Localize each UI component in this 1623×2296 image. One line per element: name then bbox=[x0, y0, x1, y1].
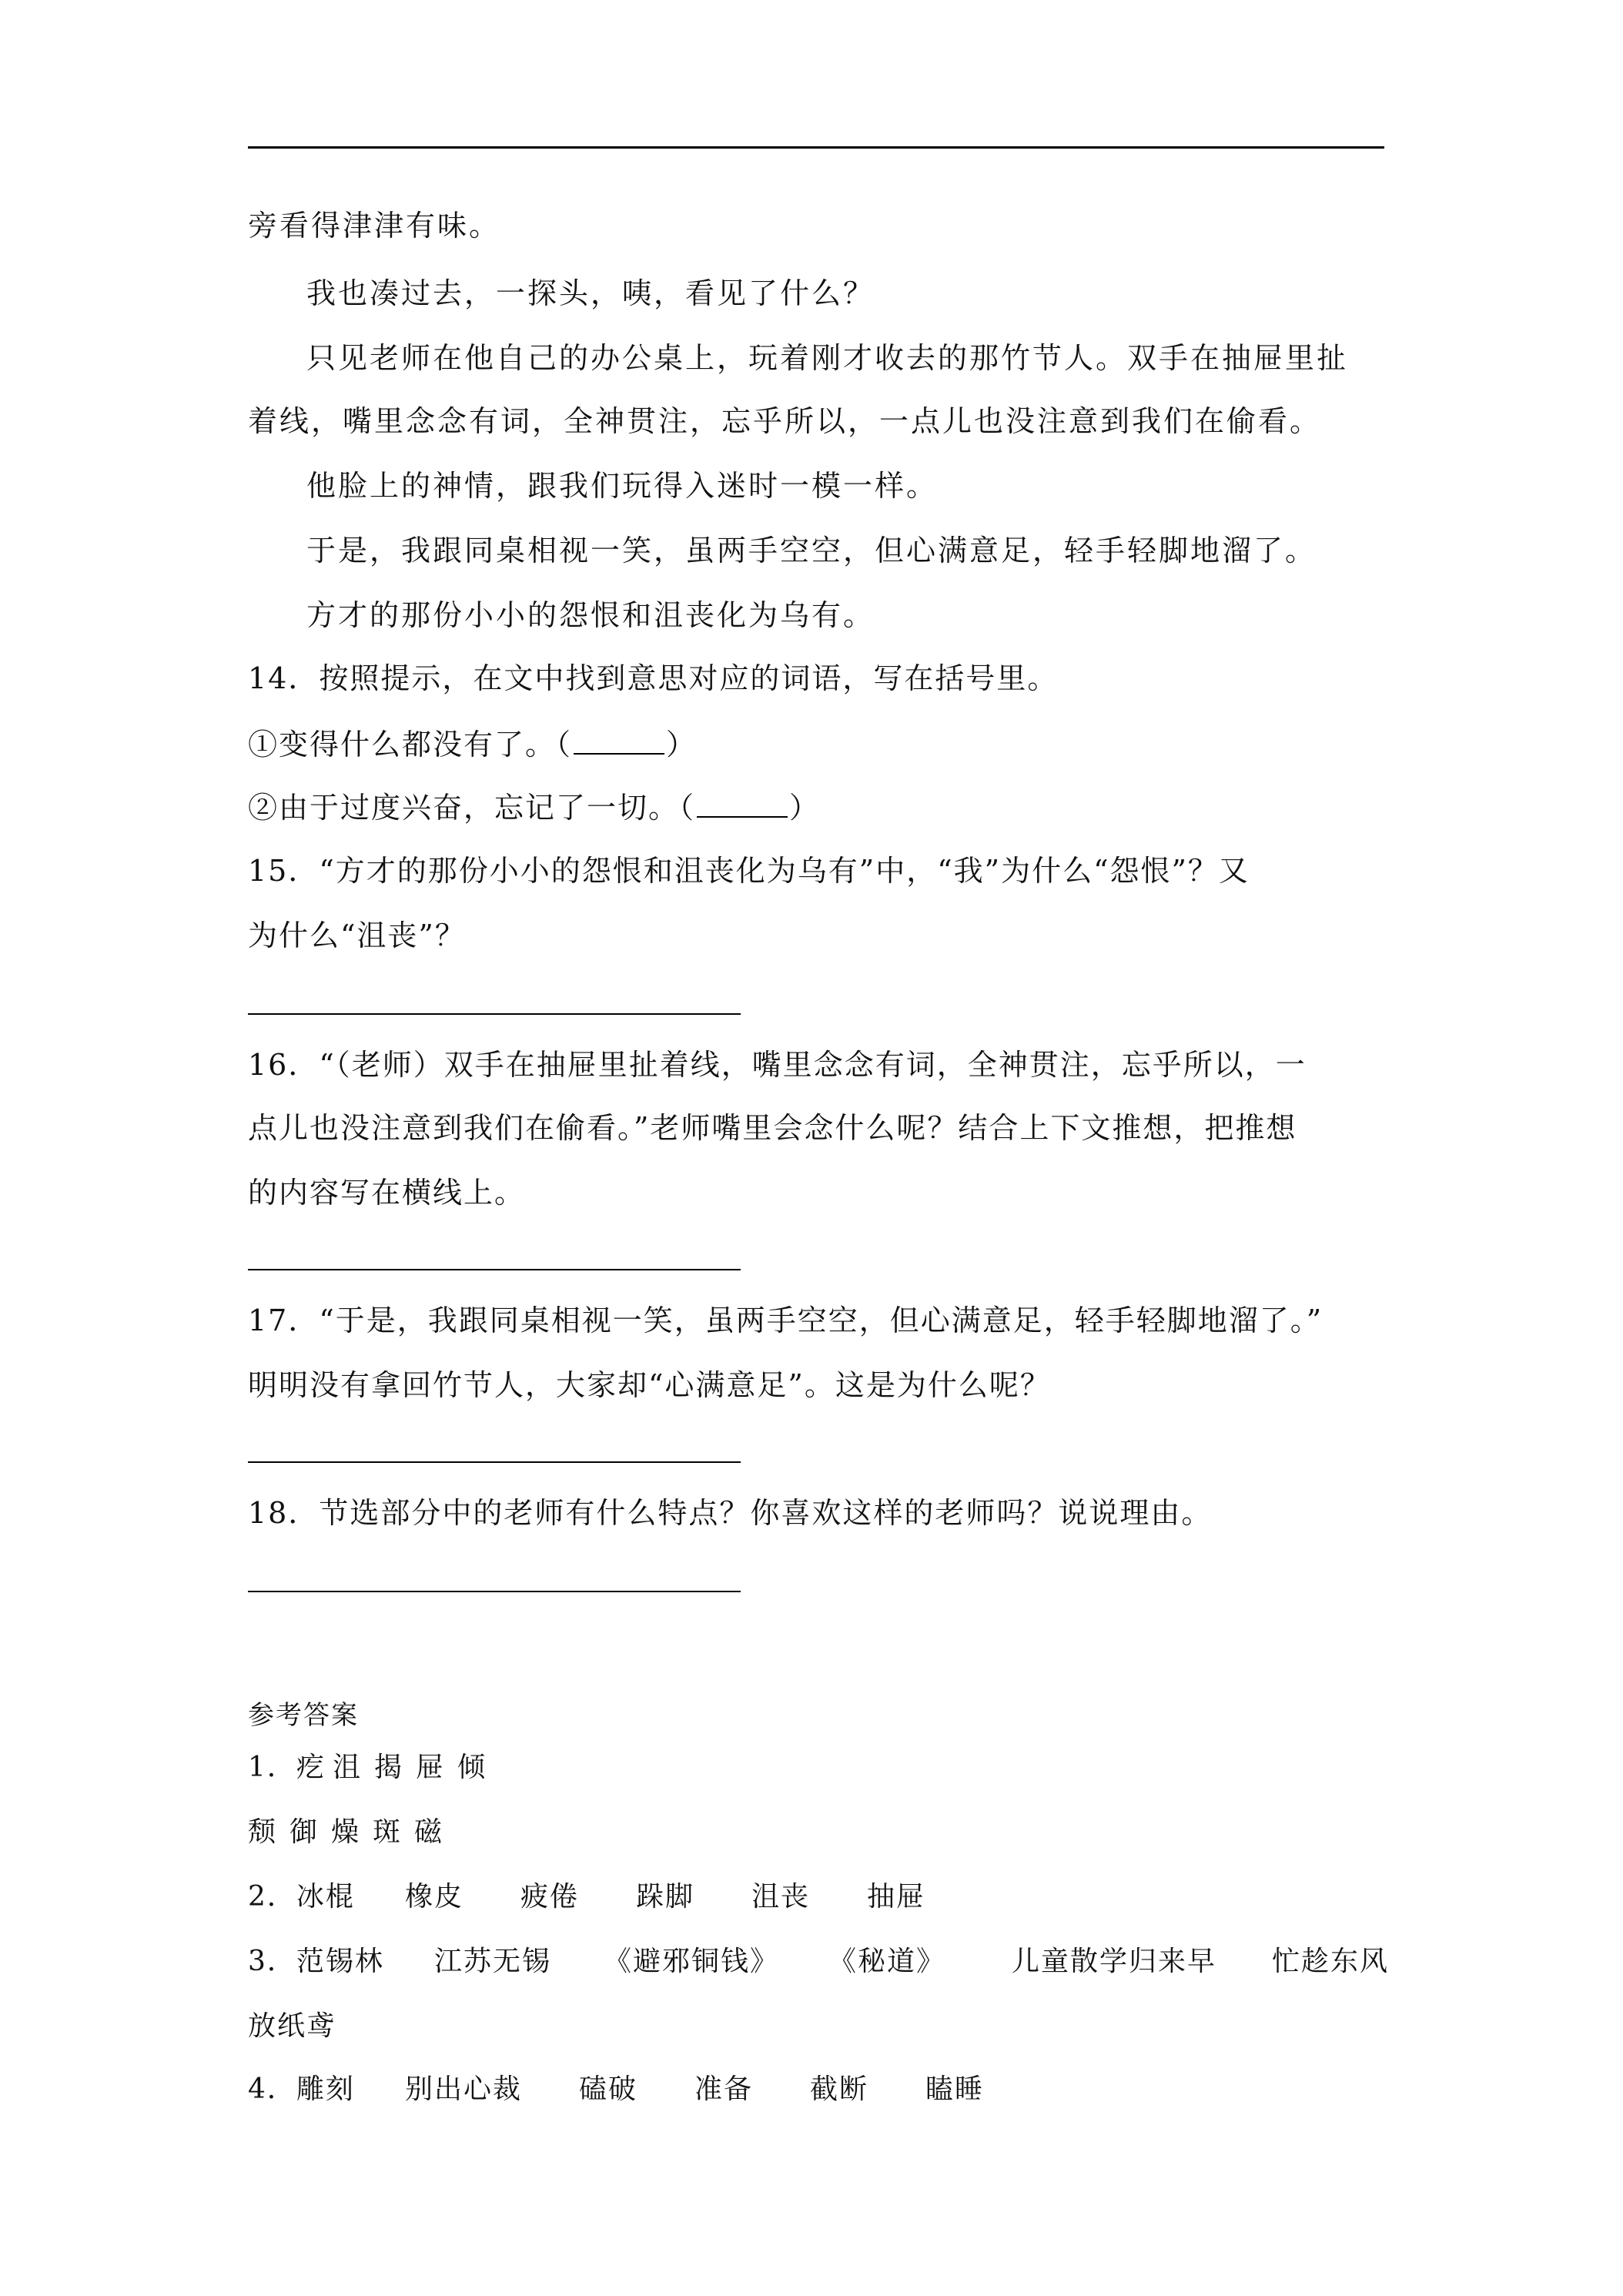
q17-line-2: 明明没有拿回竹节人，大家却“心满意足”。这是为什么呢？ bbox=[248, 1368, 1051, 1402]
answer-word: 颓 bbox=[248, 1816, 278, 1848]
answer-word: 忙趁东风 bbox=[1272, 1946, 1390, 1977]
answer-2 bbox=[248, 1879, 1384, 1916]
answer-4 bbox=[248, 2071, 1384, 2108]
answer-word: 1．疙 bbox=[248, 1752, 326, 1783]
answer-word: 瞌睡 bbox=[925, 2073, 985, 2105]
q16-line-1: 16．“（老师）双手在抽屉里扯着线，嘴里念念有词，全神贯注，忘乎所以，一 bbox=[248, 1048, 1307, 1082]
answer-1-row-1 bbox=[248, 1749, 1384, 1786]
passage-line-3: 只见老师在他自己的办公桌上，玩着刚才收去的那竹节人。双手在抽屉里扯 bbox=[306, 341, 1349, 375]
answer-word: 儿童散学归来早 bbox=[1012, 1946, 1217, 1977]
q14-stem: 14．按照提示，在文中找到意思对应的词语，写在括号里。 bbox=[248, 661, 1059, 695]
q14-item-1-text: ①变得什么都没有了。（ bbox=[248, 728, 573, 761]
answer-word: 《避邪铜钱》 bbox=[604, 1946, 780, 1977]
answer-word: 燥 bbox=[331, 1816, 361, 1848]
passage-line-5: 他脸上的神情，跟我们玩得入迷时一模一样。 bbox=[306, 469, 939, 503]
q18-answer-line[interactable] bbox=[248, 1591, 741, 1592]
answer-word: 2．冰棍 bbox=[248, 1881, 355, 1913]
answer-word: 倾 bbox=[457, 1752, 487, 1783]
q14-item-1-blank[interactable] bbox=[574, 724, 664, 755]
q16-answer-line[interactable] bbox=[248, 1269, 741, 1270]
answer-word: 沮 bbox=[333, 1752, 363, 1783]
answer-word: 屉 bbox=[416, 1752, 446, 1783]
q15-line-1: 15．“方才的那份小小的怨恨和沮丧化为乌有”中，“我”为什么“怨恨”？又 bbox=[248, 854, 1250, 888]
answer-word: 斑 bbox=[373, 1816, 403, 1848]
answer-word: 准备 bbox=[694, 2073, 754, 2105]
q14-item-1-close: ） bbox=[666, 728, 698, 761]
q14-item-2 bbox=[248, 787, 1384, 827]
answers-title: 参考答案 bbox=[248, 1700, 359, 1731]
q16-line-3: 的内容写在横线上。 bbox=[248, 1176, 526, 1210]
q14-item-1 bbox=[248, 724, 1384, 764]
answer-1-row-2 bbox=[248, 1814, 1384, 1851]
answer-word: 截断 bbox=[810, 2073, 869, 2105]
passage-line-4: 着线，嘴里念念有词，全神贯注，忘乎所以，一点儿也没注意到我们在偷看。 bbox=[248, 404, 1322, 438]
q15-answer-line[interactable] bbox=[248, 1013, 741, 1015]
passage-line-1: 旁看得津津有味。 bbox=[248, 209, 501, 243]
answer-word: 沮丧 bbox=[751, 1881, 811, 1913]
answer-3-row-2: 放纸鸢 bbox=[248, 2010, 336, 2042]
q17-answer-line[interactable] bbox=[248, 1461, 741, 1463]
answer-word: 御 bbox=[289, 1816, 320, 1848]
q14-item-2-text: ②由于过度兴奋，忘记了一切。（ bbox=[248, 791, 696, 825]
q18-line-1: 18．节选部分中的老师有什么特点？你喜欢这样的老师吗？说说理由。 bbox=[248, 1496, 1213, 1530]
answer-word: 疲倦 bbox=[520, 1881, 580, 1913]
q16-line-2: 点儿也没注意到我们在偷看。”老师嘴里会念什么呢？结合上下文推想，把推想 bbox=[248, 1111, 1297, 1145]
answer-word: 4．雕刻 bbox=[248, 2073, 355, 2105]
passage-line-6: 于是，我跟同桌相视一笑，虽两手空空，但心满意足，轻手轻脚地溜了。 bbox=[306, 534, 1317, 567]
answer-word: 江苏无锡 bbox=[434, 1946, 552, 1977]
answer-3-row-1 bbox=[248, 1943, 1390, 1980]
answer-word: 跺脚 bbox=[636, 1881, 695, 1913]
q14-item-2-close: ） bbox=[789, 791, 821, 825]
answer-word: 《秘道》 bbox=[828, 1946, 946, 1977]
q17-line-1: 17．“于是，我跟同桌相视一笑，虽两手空空，但心满意足，轻手轻脚地溜了。” bbox=[248, 1304, 1323, 1337]
answer-word: 揭 bbox=[374, 1752, 404, 1783]
answer-word: 磁 bbox=[414, 1816, 444, 1848]
q14-item-2-blank[interactable] bbox=[697, 787, 788, 818]
answer-word: 橡皮 bbox=[405, 1881, 464, 1913]
answer-word: 抽屉 bbox=[867, 1881, 926, 1913]
answer-word: 3．范锡林 bbox=[248, 1946, 384, 1977]
passage-line-2: 我也凑过去，一探头，咦，看见了什么？ bbox=[306, 276, 875, 310]
header-rule bbox=[248, 146, 1384, 149]
passage-line-7: 方才的那份小小的怨恨和沮丧化为乌有。 bbox=[306, 598, 875, 632]
answer-word: 别出心裁 bbox=[405, 2073, 523, 2105]
answer-word: 磕破 bbox=[579, 2073, 638, 2105]
q15-line-2: 为什么“沮丧”？ bbox=[248, 919, 466, 952]
